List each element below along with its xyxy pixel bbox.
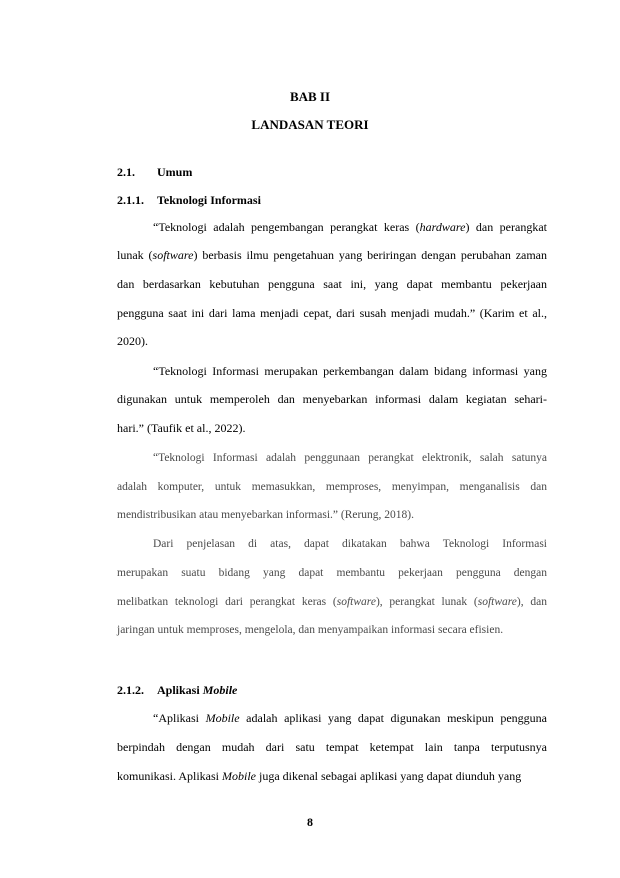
- section-title: Aplikasi: [157, 683, 203, 697]
- paragraph-line: hari.” (Taufik et al., 2022).: [117, 421, 246, 435]
- paragraph-line: pengguna saat ini dari lama menjadi cepat, dari susah menjadi mudah.” (Karim et al.,: [117, 306, 547, 320]
- paragraph-line: mendistribusikan atau menyebarkan informasi.” (Rerung, 2018).: [117, 509, 415, 521]
- chapter-title: LANDASAN TEORI: [251, 117, 369, 132]
- section-number: 2.1.: [117, 165, 135, 179]
- text-run: “Aplikasi: [153, 711, 206, 725]
- paragraph-line: [117, 248, 547, 263]
- text-run: ) dan perangkat: [465, 220, 547, 234]
- page-number: 8: [307, 815, 313, 829]
- paragraph-line: merupakan suatu bidang yang dapat membantu pekerjaan pengguna dengan: [117, 567, 547, 579]
- italic-term: hardware: [419, 220, 466, 234]
- text-run: adalah aplikasi yang dapat digunakan meskipun pengguna: [239, 711, 547, 725]
- text-run: lunak (: [117, 248, 153, 262]
- italic-term: Mobile: [205, 711, 240, 725]
- paragraph-line: adalah komputer, untuk memasukkan, memproses, menyimpan, menganalisis dan: [117, 481, 547, 493]
- italic-term: software: [336, 596, 376, 608]
- text-run: ) berbasis ilmu pengetahuan yang beriringan dengan perubahan zaman: [193, 248, 548, 262]
- section-number: 2.1.2.: [117, 683, 144, 697]
- section-heading-2-1: [117, 165, 192, 180]
- section-title: Umum: [157, 165, 193, 179]
- text-run: juga dikenal sebagai aplikasi yang dapat diunduh yang: [256, 769, 522, 783]
- text-run: komunikasi. Aplikasi: [117, 769, 222, 783]
- text-run: ), dan: [516, 596, 548, 608]
- chapter-label: BAB II: [289, 89, 331, 104]
- italic-term: software: [152, 248, 194, 262]
- paragraph-line: digunakan untuk memperoleh dan menyebarkan informasi dalam kegiatan sehari-: [117, 392, 547, 406]
- paragraph-line: Dari penjelasan di atas, dapat dikatakan bahwa Teknologi Informasi: [153, 538, 547, 550]
- text-run: “Teknologi adalah pengembangan perangkat keras (: [153, 220, 420, 234]
- paragraph-line: [153, 711, 547, 726]
- paragraph-line: [117, 769, 547, 784]
- paragraph-line: jaringan untuk memproses, mengelola, dan menyampaikan informasi secara efisien.: [117, 624, 504, 636]
- paragraph-line: [117, 596, 547, 608]
- text-run: ), perangkat lunak (: [375, 596, 478, 608]
- section-number: 2.1.1.: [117, 193, 144, 207]
- paragraph-line: “Teknologi Informasi merupakan perkembangan dalam bidang informasi yang: [153, 364, 547, 378]
- paragraph-line: berpindah dengan mudah dari satu tempat ketempat lain tanpa terputusnya: [117, 740, 547, 754]
- paragraph-line: [153, 220, 547, 235]
- paragraph-line: dan berdasarkan kebutuhan pengguna saat ini, yang dapat membantu pekerjaan: [117, 277, 547, 291]
- section-heading-2-1-1: [117, 193, 261, 208]
- section-title-italic: Mobile: [202, 683, 238, 697]
- section-heading-2-1-2: [117, 683, 237, 698]
- section-title: Teknologi Informasi: [157, 193, 261, 207]
- paragraph-line: 2020).: [117, 334, 148, 348]
- italic-term: software: [477, 596, 517, 608]
- text-run: melibatkan teknologi dari perangkat keras (: [117, 596, 337, 608]
- paragraph-line: “Teknologi Informasi adalah penggunaan perangkat elektronik, salah satunya: [153, 452, 547, 464]
- italic-term: Mobile: [222, 769, 256, 783]
